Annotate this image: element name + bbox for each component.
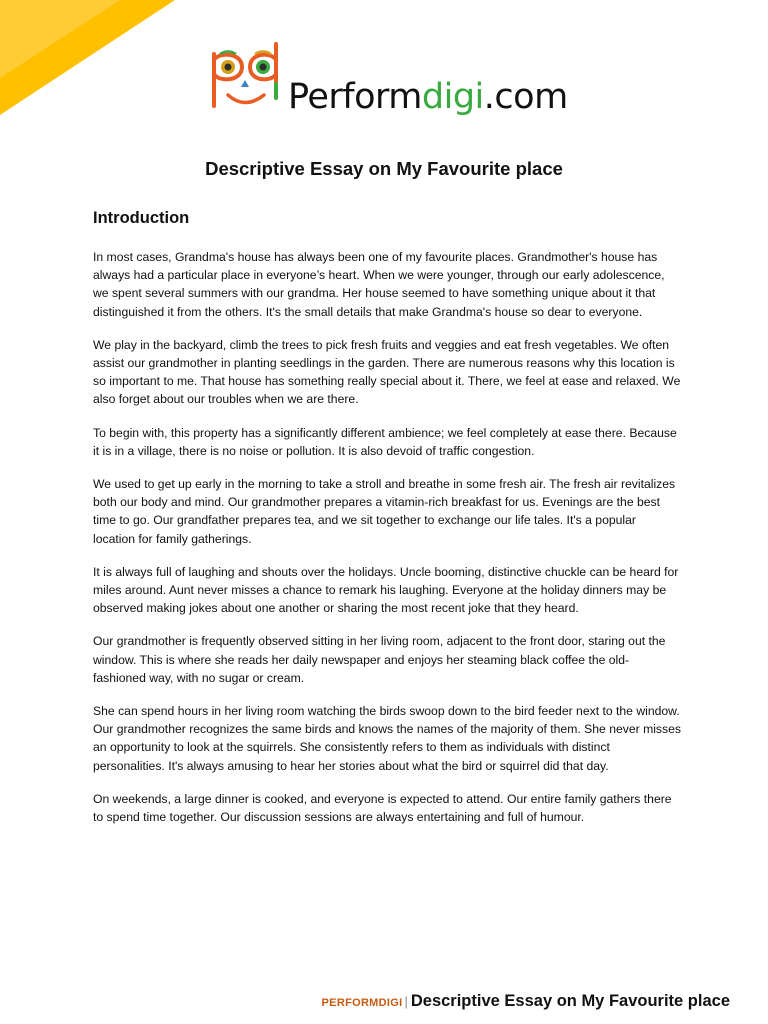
page-footer (322, 993, 730, 1010)
essay-paragraph: In most cases, Grandma's house has always been one of my favourite places. Grandmother's house has always had a particular place in everyone’s heart. When we were younger, through our early adolescence, we spent several summers with our grandma. Her house seemed to have something unique about it that distinguished it from the others. It's the small details that make Grandma's house so dear to everyone. (93, 250, 665, 319)
essay-paragraph: It is always full of laughing and shouts over the holidays. Uncle booming, distinctive chuckle can be heard for miles around. Aunt never misses a chance to remark his laughing. Everyone at the holiday dinners may be observed making jokes about one another or sharing the most recent joke that they heard. (93, 564, 679, 616)
brand-wordmark (288, 77, 568, 117)
footer-separator: | (404, 994, 408, 1009)
essay-body (93, 248, 681, 841)
document-title: Descriptive Essay on My Favourite place (205, 158, 563, 179)
pd-smiley-logo-icon (208, 40, 290, 120)
essay-paragraph: On weekends, a large dinner is cooked, and everyone is expected to attend. Our entire family gathers there to spend time together. Our discussion sessions are always entertaining and full of humour. (93, 791, 672, 825)
footer-brand: PERFORMDIGI (321, 997, 403, 1009)
brand-part-com: .com (483, 77, 568, 117)
footer-title: Descriptive Essay on My Favourite place (410, 992, 730, 1010)
essay-paragraph: We used to get up early in the morning to take a stroll and breathe in some fresh air. The fresh air revitalizes both our body and mind. Our grandmother prepares a vitamin-rich breakfast for us. Evenings are the best time to go. Our grandfather prepares tea, and we sit together to exchange our life tales. It's a popular location for family gatherings. (93, 477, 676, 546)
essay-paragraph: She can spend hours in her living room watching the birds swoop down to the bird feeder next to the window. Our grandmother recognizes the same birds and knows the names of the majority of them. She never misses an opportunity to look at the squirrels. She consistently refers to them as individuals with distinct personalities. It's always amusing to hear her stories about what the bird or squirrel did that day. (93, 704, 681, 773)
brand-part-perform: Perform (288, 77, 422, 117)
essay-paragraph: To begin with, this property has a significantly different ambience; we feel completely at ease there. Because it is in a village, there is no noise or pollution. It is also devoid of traffic congestion. (93, 425, 677, 458)
brand-part-digi: digi (421, 77, 484, 117)
corner-decoration (0, 0, 175, 115)
essay-paragraph: We play in the backyard, climb the trees to pick fresh fruits and veggies and eat fresh vegetables. We often assist our grandmother in planting seedlings in the garden. There are numerous reasons why this location is so important to me. That house has something really special about it. There, we feel at ease and relaxed. We also forget about our troubles when we are there. (93, 337, 681, 407)
essay-paragraph: Our grandmother is frequently observed sitting in her living room, adjacent to the front door, staring out the window. This is where she reads her daily newspaper and enjoys her steaming black coffee the old-fashioned way, with no sugar or cream. (93, 634, 666, 685)
section-heading-introduction: Introduction (93, 209, 190, 227)
